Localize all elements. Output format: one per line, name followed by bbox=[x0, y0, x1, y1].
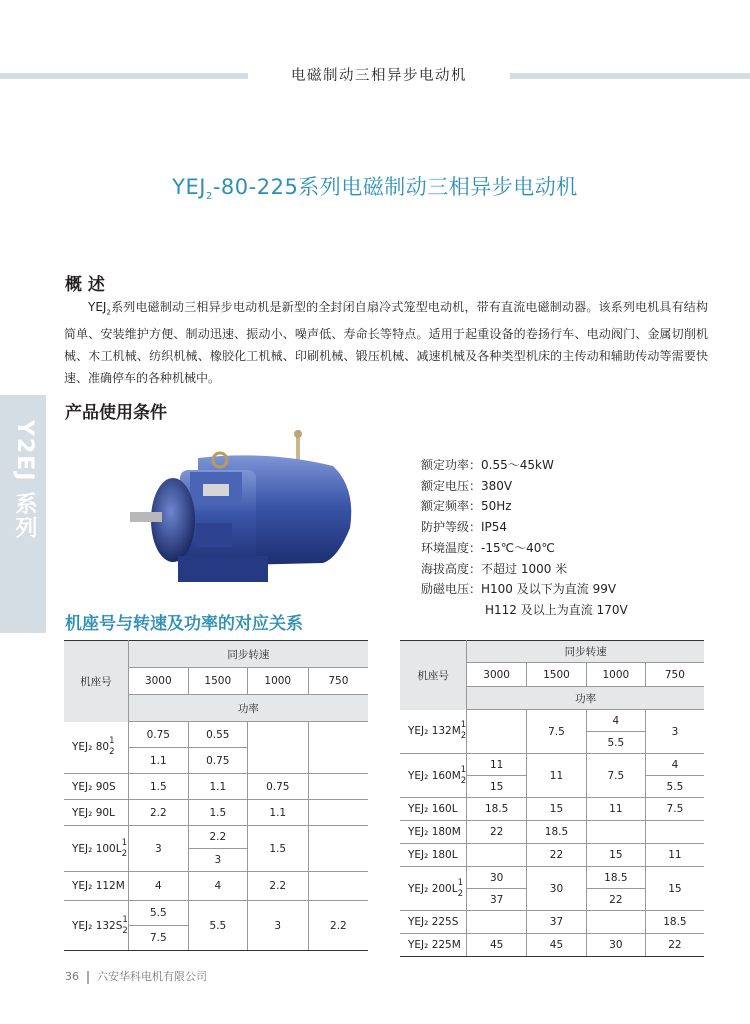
power-cell: 2.2 bbox=[247, 872, 308, 901]
power-cell: 0.75 bbox=[128, 722, 188, 748]
power-cell bbox=[308, 826, 368, 872]
power-cell: 3 bbox=[188, 849, 247, 872]
power-cell: 2.2 bbox=[308, 901, 368, 951]
speed-3000: 3000 bbox=[128, 668, 188, 695]
power-cell: 22 bbox=[467, 821, 527, 844]
power-cell: 3 bbox=[645, 710, 704, 754]
speed-1000: 1000 bbox=[247, 668, 308, 695]
spec-row bbox=[421, 476, 628, 497]
power-cell: 7.5 bbox=[586, 754, 645, 798]
spec-row bbox=[421, 538, 628, 559]
page-number: 36 bbox=[65, 970, 79, 983]
conditions-heading: 产品使用条件 bbox=[65, 403, 167, 423]
power-cell: 0.55 bbox=[188, 722, 247, 748]
frame-yej2-160m: YEJ₂ 160M 1 2 bbox=[400, 754, 467, 798]
power-cell: 30 bbox=[467, 867, 527, 889]
side-tab-label: Y2EJ 系列 bbox=[12, 420, 37, 541]
speed-header: 同步转速 bbox=[128, 641, 368, 668]
power-cell: 4 bbox=[188, 872, 247, 901]
header-rule-left bbox=[0, 73, 248, 79]
power-cell: 7.5 bbox=[527, 710, 587, 754]
power-cell: 22 bbox=[586, 889, 645, 911]
spec-value: 50Hz bbox=[481, 499, 512, 514]
spec-row bbox=[421, 559, 628, 580]
spec-continuation: H112 及以上为直流 170V bbox=[485, 602, 628, 617]
speed-750: 750 bbox=[308, 668, 368, 695]
power-cell bbox=[308, 722, 368, 774]
left-frame-table bbox=[64, 640, 368, 951]
power-cell: 18.5 bbox=[467, 798, 527, 821]
power-cell: 30 bbox=[586, 934, 645, 957]
power-cell: 11 bbox=[586, 798, 645, 821]
power-cell bbox=[467, 911, 527, 934]
spec-list bbox=[421, 455, 628, 621]
power-cell: 0.75 bbox=[188, 748, 247, 774]
power-cell: 1.5 bbox=[188, 800, 247, 826]
power-cell: 1.1 bbox=[128, 748, 188, 774]
power-cell: 5.5 bbox=[188, 901, 247, 951]
spec-value: H100 及以下为直流 99V bbox=[481, 582, 617, 597]
spec-row bbox=[421, 496, 628, 517]
spec-label: 额定电压： bbox=[421, 478, 482, 493]
power-cell: 18.5 bbox=[527, 821, 587, 844]
power-cell: 1.5 bbox=[247, 826, 308, 872]
company-name: 六安华科电机有限公司 bbox=[97, 970, 207, 983]
power-cell bbox=[586, 821, 645, 844]
spec-label: 励磁电压： bbox=[421, 582, 482, 597]
frame-yej2-180m: YEJ₂ 180M bbox=[400, 821, 467, 844]
spec-value: -15℃～40℃ bbox=[481, 540, 555, 555]
spec-row bbox=[421, 579, 628, 600]
frame-yej2-225s: YEJ₂ 225S bbox=[400, 911, 467, 934]
power-cell: 15 bbox=[645, 867, 704, 911]
speed-header: 同步转速 bbox=[467, 641, 704, 663]
speed-1500: 1500 bbox=[527, 663, 587, 687]
power-cell: 11 bbox=[527, 754, 587, 798]
power-cell: 18.5 bbox=[645, 911, 704, 934]
power-cell: 30 bbox=[527, 867, 587, 911]
power-cell: 4 bbox=[645, 754, 704, 776]
frame-yej2-225m: YEJ₂ 225M bbox=[400, 934, 467, 957]
page-title: $YEJ_2-80-225$系列电磁制动三相异步电动机 bbox=[172, 175, 578, 203]
power-cell bbox=[308, 872, 368, 901]
frame-yej2-180l: YEJ₂ 180L bbox=[400, 844, 467, 867]
power-cell: 15 bbox=[527, 798, 587, 821]
power-cell bbox=[308, 774, 368, 800]
power-cell: 4 bbox=[128, 872, 188, 901]
spec-value: 380V bbox=[481, 478, 513, 493]
power-cell: 2.2 bbox=[128, 800, 188, 826]
frame-yej2-132s: YEJ₂ 132S 1 2 bbox=[64, 901, 128, 951]
power-cell: 37 bbox=[527, 911, 587, 934]
spec-label: 防护等级： bbox=[421, 520, 482, 535]
power-cell bbox=[645, 821, 704, 844]
spec-label: 额定功率： bbox=[421, 458, 482, 472]
power-cell bbox=[467, 710, 527, 754]
power-header: 功率 bbox=[128, 695, 368, 722]
power-cell: 37 bbox=[467, 889, 527, 911]
overview-heading: 概 述 bbox=[65, 275, 105, 295]
motor-image bbox=[128, 428, 356, 588]
power-cell bbox=[586, 911, 645, 934]
frame-yej2-160l: YEJ₂ 160L bbox=[400, 798, 467, 821]
power-cell: 45 bbox=[527, 934, 587, 957]
right-frame-table bbox=[400, 640, 704, 957]
frame-yej2-132m: YEJ₂ 132M 1 2 bbox=[400, 710, 467, 754]
spec-value: 不超过 1000 米 bbox=[481, 561, 568, 576]
power-cell: 5.5 bbox=[645, 776, 704, 798]
spec-value: IP54 bbox=[481, 520, 508, 535]
power-cell: 18.5 bbox=[586, 867, 645, 889]
frame-yej2-112m: YEJ₂ 112M bbox=[64, 872, 128, 901]
footer-divider bbox=[87, 971, 89, 984]
frame-yej2-90l: YEJ₂ 90L bbox=[64, 800, 128, 826]
speed-1000: 1000 bbox=[586, 663, 645, 687]
power-cell: 1.1 bbox=[188, 774, 247, 800]
power-cell: 5.5 bbox=[128, 901, 188, 926]
overview-text: $YEJ_2$系列电磁制动三相异步电动机是新型的全封闭自扇冷式笼型电动机，带有直流电磁制动器。该系列电机具有结构简单、安装维护方便、制动迅速、振动小、噪声低、寿命长等特点。适用于起重设备的卷扬行车、电动阀门、金属切削机械、木工机械、纺织机械、橡胶化工机械、印刷机械、锻压机械、减速机械及各种类型机床的主传动和辅助传动等需要快速、准确停车的各种机械中。 bbox=[64, 300, 708, 386]
power-cell: 3 bbox=[128, 826, 188, 872]
frame-yej2-100l: YEJ₂ 100L 1 2 bbox=[64, 826, 128, 872]
spec-value: 0.55～45kW bbox=[481, 458, 554, 472]
relation-heading: 机座号与转速及功率的对应关系 bbox=[65, 614, 303, 634]
frame-header: 机座号 bbox=[64, 641, 128, 722]
power-cell bbox=[308, 800, 368, 826]
power-cell: 11 bbox=[467, 754, 527, 776]
power-cell: 15 bbox=[467, 776, 527, 798]
power-cell: 22 bbox=[527, 844, 587, 867]
power-cell: 11 bbox=[645, 844, 704, 867]
power-cell: 7.5 bbox=[128, 926, 188, 951]
frame-yej2-90s: YEJ₂ 90S bbox=[64, 774, 128, 800]
frame-yej2-80: YEJ₂ 80 1 2 bbox=[64, 722, 128, 774]
power-cell: 45 bbox=[467, 934, 527, 957]
spec-label: 海拔高度： bbox=[421, 561, 482, 576]
power-cell bbox=[247, 722, 308, 774]
power-cell: 4 bbox=[586, 710, 645, 732]
page-footer bbox=[65, 968, 207, 984]
power-cell bbox=[467, 844, 527, 867]
spec-label: 环境温度： bbox=[421, 540, 482, 555]
power-cell: 1.5 bbox=[128, 774, 188, 800]
spec-row bbox=[421, 517, 628, 538]
power-cell: 0.75 bbox=[247, 774, 308, 800]
power-header: 功率 bbox=[467, 687, 704, 710]
power-cell: 2.2 bbox=[188, 826, 247, 849]
header-rule-right bbox=[510, 73, 750, 79]
power-cell: 3 bbox=[247, 901, 308, 951]
power-cell: 1.1 bbox=[247, 800, 308, 826]
power-cell: 5.5 bbox=[586, 732, 645, 754]
power-cell: 7.5 bbox=[645, 798, 704, 821]
power-cell: 22 bbox=[645, 934, 704, 957]
frame-header: 机座号 bbox=[400, 641, 467, 710]
speed-750: 750 bbox=[645, 663, 704, 687]
running-header: 电磁制动三相异步电动机 bbox=[291, 68, 467, 84]
spec-label: 额定频率： bbox=[421, 499, 482, 514]
spec-row bbox=[421, 455, 628, 476]
frame-yej2-200l: YEJ₂ 200L 1 2 bbox=[400, 867, 467, 911]
power-cell: 15 bbox=[586, 844, 645, 867]
speed-1500: 1500 bbox=[188, 668, 247, 695]
speed-3000: 3000 bbox=[467, 663, 527, 687]
